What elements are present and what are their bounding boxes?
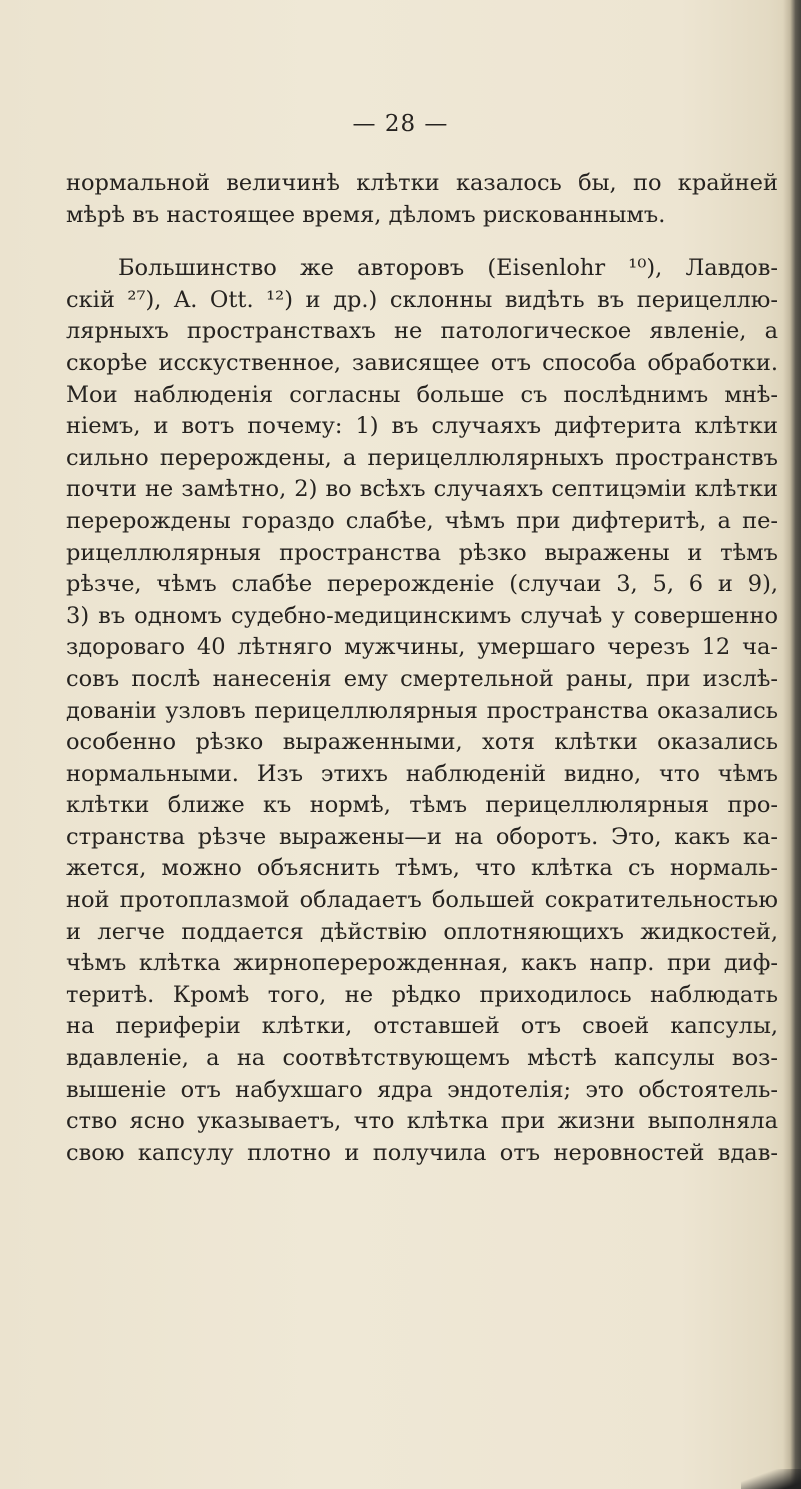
text-line: здороваго 40 лѣтняго мужчины, умершаго черезъ 12 ча- — [66, 634, 778, 661]
text-line: жется, можно объяснить тѣмъ, что клѣтка съ нормаль- — [66, 855, 778, 882]
text-line: скорѣе исскуственное, зависящее отъ способа обработки. — [66, 349, 778, 376]
page-edge-shadow — [783, 0, 801, 1489]
text-line: странства рѣзче выражены—и на оборотъ. Это, какъ ка- — [66, 823, 778, 850]
text-line: вдавленіе, а на соотвѣтствующемъ мѣстѣ капсулы воз- — [66, 1045, 778, 1072]
text-line: нормальной величинѣ клѣтки казалось бы, по крайней — [66, 170, 778, 196]
text-line: ство ясно указываетъ, что клѣтка при жизни выполняла — [66, 1108, 778, 1135]
text-line: перерождены гораздо слабѣе, чѣмъ при дифтеритѣ, а пе- — [66, 507, 778, 534]
page-corner-shadow — [741, 1469, 801, 1489]
text-line: 3) въ одномъ судебно-медицинскимъ случаѣ у совершенно — [66, 602, 778, 629]
text-line: нормальными. Изъ этихъ наблюденій видно, что чѣмъ — [66, 760, 778, 787]
text-line: особенно рѣзко выраженными, хотя клѣтки оказались — [66, 729, 778, 756]
text-line: ной протоплазмой обладаетъ большей сократительностью — [66, 887, 778, 914]
body-text — [66, 168, 778, 1169]
text-line: скій ²⁷), A. Ott. ¹²) и др.) склонны видѣть въ перицеллю- — [66, 286, 778, 313]
text-line: свою капсулу плотно и получила отъ неровностей вдав- — [66, 1139, 778, 1166]
text-line: ніемъ, и вотъ почему: 1) въ случаяхъ дифтерита клѣтки — [66, 413, 778, 440]
text-line: и легче поддается дѣйствію оплотняющихъ жидкостей, — [66, 918, 778, 945]
text-line: дованіи узловъ перицеллюлярныя пространства оказались — [66, 697, 778, 724]
text-line: лярныхъ пространствахъ не патологическое явленіе, а — [66, 318, 778, 345]
text-line: на периферіи клѣтки, отставшей отъ своей капсулы, — [66, 1013, 778, 1040]
text-line: чѣмъ клѣтка жирноперерожденная, какъ напр. при диф- — [66, 950, 778, 977]
paragraph-1 — [66, 168, 778, 231]
text-line: почти не замѣтно, 2) во всѣхъ случаяхъ септицэміи клѣтки — [66, 476, 778, 503]
text-line: рицеллюлярныя пространства рѣзко выражены и тѣмъ — [66, 539, 778, 566]
text-line: совъ послѣ нанесенія ему смертельной раны, при изслѣ- — [66, 665, 778, 692]
paragraph-2 — [66, 253, 778, 1169]
page-number: — 28 — — [352, 111, 449, 137]
text-line: мѣрѣ въ настоящее время, дѣломъ рискованнымъ. — [66, 201, 666, 228]
text-line: теритѣ. Кромѣ того, не рѣдко приходилось наблюдать — [66, 981, 778, 1008]
text-line: Мои наблюденія согласны больше съ послѣднимъ мнѣ- — [66, 381, 778, 408]
text-line: рѣзче, чѣмъ слабѣе перерожденіе (случаи 3, 5, 6 и 9), — [66, 571, 778, 598]
text-line: вышеніе отъ набухшаго ядра эндотелія; это обстоятель- — [66, 1076, 778, 1103]
text-line: сильно перерождены, а перицеллюлярныхъ пространствъ — [66, 444, 778, 471]
text-line: Большинство же авторовъ (Eisenlohr ¹⁰), Лавдов- — [118, 255, 778, 282]
text-line: клѣтки ближе къ нормѣ, тѣмъ перицеллюлярныя про- — [66, 792, 778, 819]
